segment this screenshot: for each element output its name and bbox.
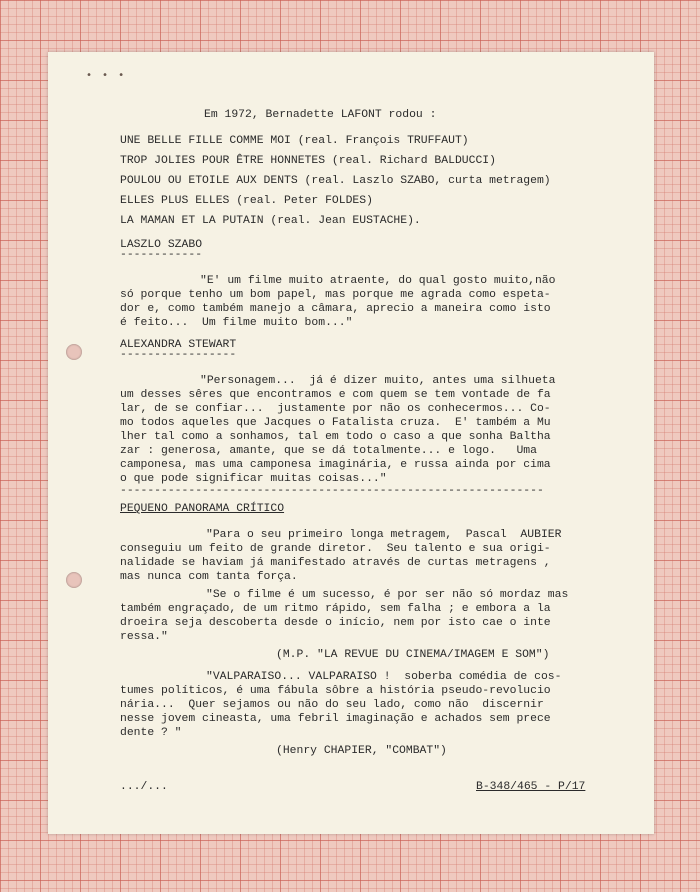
quote-line: mo todos aqueles que Jacques o Fatalista cruza. E' também a Mu <box>120 417 551 429</box>
document-reference: B-348/465 - P/17 <box>476 781 586 793</box>
quote-source: (M.P. "LA REVUE DU CINEMA/IMAGEM E SOM") <box>276 649 550 661</box>
quote-line: dente ? " <box>120 727 182 739</box>
paper-specks: • • • <box>86 70 127 81</box>
quote-line: lher tal como a sonhamos, tal em todo o caso a que sonha Baltha <box>120 431 551 443</box>
film-line: UNE BELLE FILLE COMME MOI (real. François TRUFFAUT) <box>120 135 469 147</box>
quote-line: o que pode significar muitas coisas..." <box>120 473 387 485</box>
section-heading-szabo: LASZLO SZABO <box>120 239 203 251</box>
quote-line: dor e, como também manejo a câmara, aprecio a maneira como isto <box>120 303 551 315</box>
quote-line: zar : generosa, amante, que se dá totalmente... e logo. Uma <box>120 445 537 457</box>
quote-line: "Para o seu primeiro longa metragem, Pascal AUBIER <box>206 529 562 541</box>
heading-rule: ----------------- <box>120 349 237 361</box>
quote-line: "Personagem... já é dizer muito, antes uma silhueta <box>200 375 556 387</box>
film-line: ELLES PLUS ELLES (real. Peter FOLDES) <box>120 195 373 207</box>
panorama-heading: PEQUENO PANORAMA CRÍTICO <box>120 503 285 515</box>
film-line: POULOU OU ETOILE AUX DENTS (real. Laszlo SZABO, curta metragem) <box>120 175 551 187</box>
quote-line: nesse jovem cineasta, uma febril imaginação e achados sem prece <box>120 713 551 725</box>
quote-line: "E' um filme muito atraente, do qual gosto muito,não <box>200 275 556 287</box>
section-heading-stewart: ALEXANDRA STEWART <box>120 339 237 351</box>
quote-line: "VALPARAISO... VALPARAISO ! soberba comédia de cos- <box>206 671 562 683</box>
quote-line: nária... Quer sejamos ou não do seu lado, como não discernir <box>120 699 544 711</box>
section-divider: -------------------------------------------------------------- <box>120 485 544 497</box>
quote-line: "Se o filme é um sucesso, é por ser não só mordaz mas <box>206 589 569 601</box>
quote-line: nalidade se haviam já manifestado através de curtas metragens , <box>120 557 551 569</box>
heading-rule: ------------ <box>120 249 203 261</box>
quote-line: tumes políticos, é uma fábula sôbre a história pseudo-revolucio <box>120 685 551 697</box>
quote-line: camponesa, mas uma camponesa imaginária, e russa ainda por cima <box>120 459 551 471</box>
quote-line: mas nunca com tanta força. <box>120 571 298 583</box>
film-line: LA MAMAN ET LA PUTAIN (real. Jean EUSTACHE). <box>120 215 421 227</box>
document-page <box>48 52 654 834</box>
quote-line: ressa." <box>120 631 168 643</box>
film-line: TROP JOLIES POUR ÊTRE HONNETES (real. Richard BALDUCCI) <box>120 155 496 167</box>
punch-hole-bottom <box>66 572 82 588</box>
punch-hole-top <box>66 344 82 360</box>
quote-line: um desses sêres que encontramos e com quem se tem vontade de fa <box>120 389 551 401</box>
quote-line: droeira seja descoberta desde o início, nem por isto cae o inte <box>120 617 551 629</box>
continuation-mark: .../... <box>120 781 168 793</box>
quote-line: só porque tenho um bom papel, mas porque me agrada como espeta- <box>120 289 551 301</box>
quote-source: (Henry CHAPIER, "COMBAT") <box>276 745 447 757</box>
intro-line: Em 1972, Bernadette LAFONT rodou : <box>204 109 437 121</box>
quote-line: é feito... Um filme muito bom..." <box>120 317 353 329</box>
quote-line: lar, de se confiar... justamente por não os conhecermos... Co- <box>120 403 551 415</box>
quote-line: também engraçado, de um ritmo rápido, sem falha ; e embora a la <box>120 603 551 615</box>
quote-line: conseguiu um feito de grande diretor. Seu talento e sua origi- <box>120 543 551 555</box>
